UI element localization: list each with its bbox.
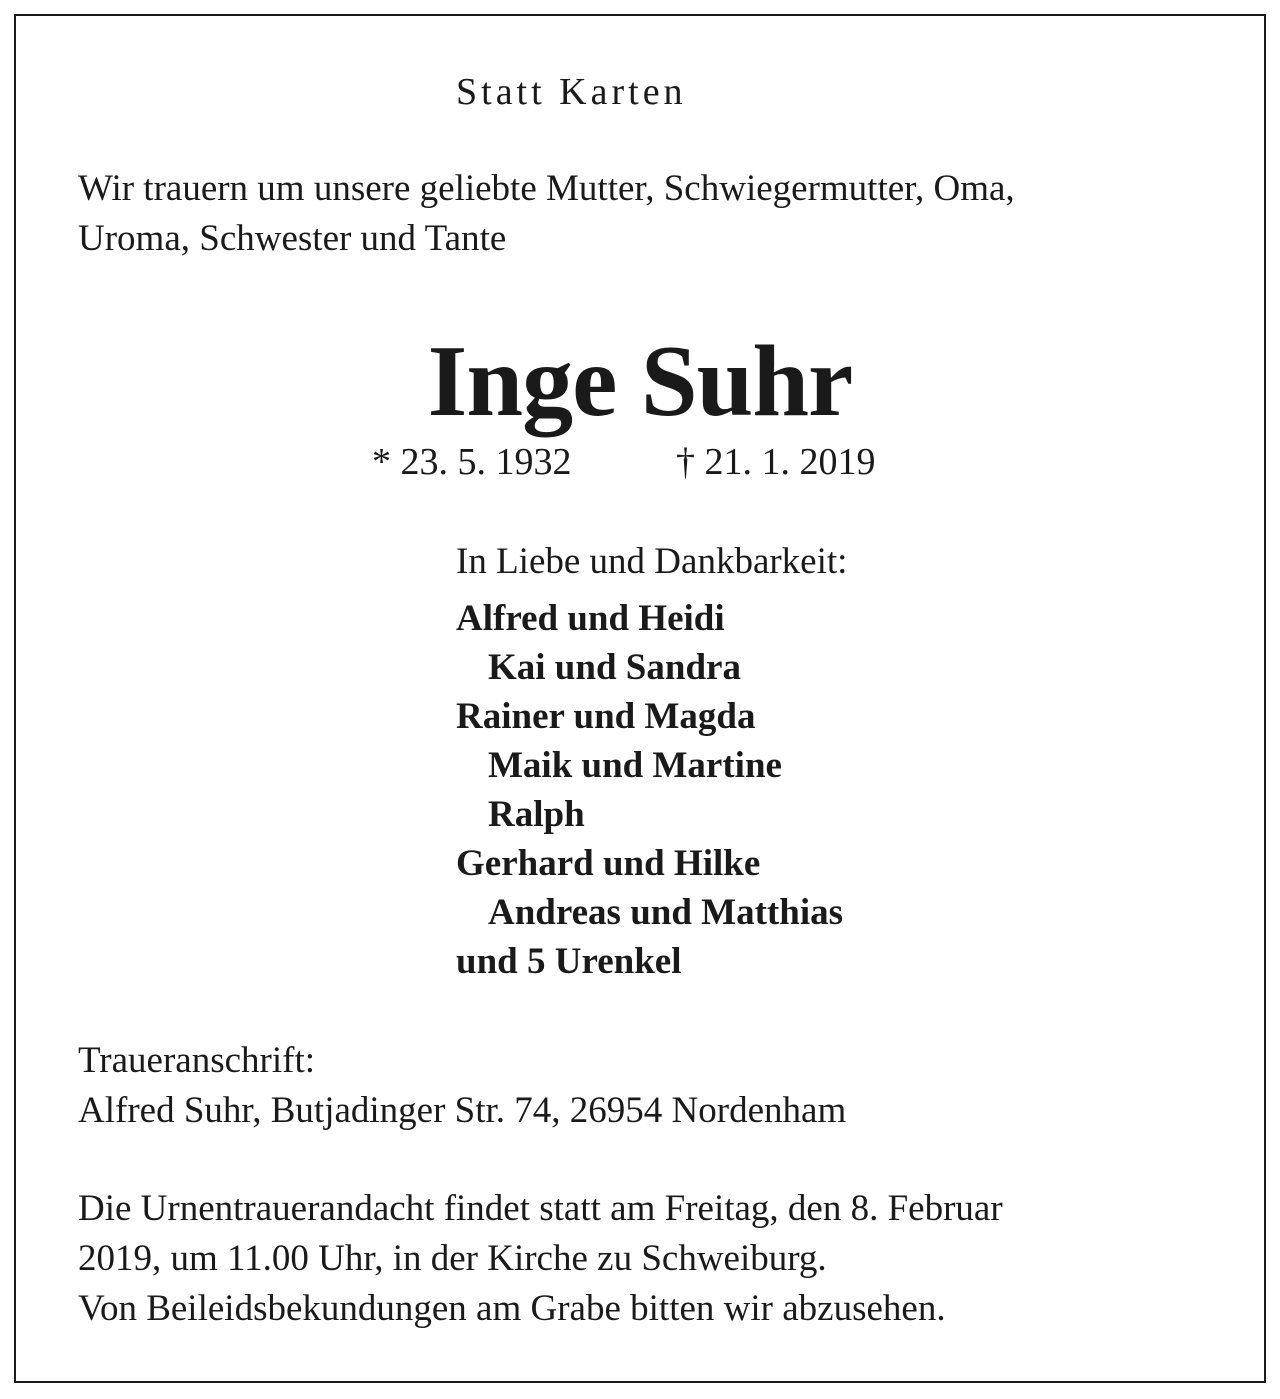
family-member: und 5 Urenkel [456,941,682,982]
address-text: Alfred Suhr, Butjadinger Str. 74, 26954 Nordenham [78,1090,847,1131]
family-member: Andreas und Matthias [488,892,844,933]
intro-line: Wir trauern um unsere geliebte Mutter, Schwiegermutter, Oma, [78,168,1015,209]
deceased-name: Inge Suhr [427,325,853,438]
family-member: Kai und Sandra [488,647,741,688]
family-member: Alfred und Heidi [456,598,725,639]
service-line: 2019, um 11.00 Uhr, in der Kirche zu Schweiburg. [78,1238,827,1279]
family-list [456,594,843,986]
intro-line: Uroma, Schwester und Tante [78,218,507,259]
intro-text [78,164,1218,264]
service-info [78,1184,1003,1334]
family-member: Rainer und Magda [456,696,756,737]
service-line: Von Beileidsbekundungen am Grabe bitten wir abzusehen. [78,1288,946,1329]
family-member: Gerhard und Hilke [456,843,761,884]
address-block [78,1036,846,1136]
address-label: Traueranschrift: [78,1040,316,1081]
family-member: Maik und Martine [488,745,782,786]
family-member: Ralph [488,794,585,835]
gratitude-line: In Liebe und Dankbarkeit: [456,541,848,582]
notice-header: Statt Karten [456,71,687,113]
death-date: † 21. 1. 2019 [676,441,876,483]
birth-date: * 23. 5. 1932 [372,441,572,483]
service-line: Die Urnentrauerandacht findet statt am Freitag, den 8. Februar [78,1188,1003,1229]
